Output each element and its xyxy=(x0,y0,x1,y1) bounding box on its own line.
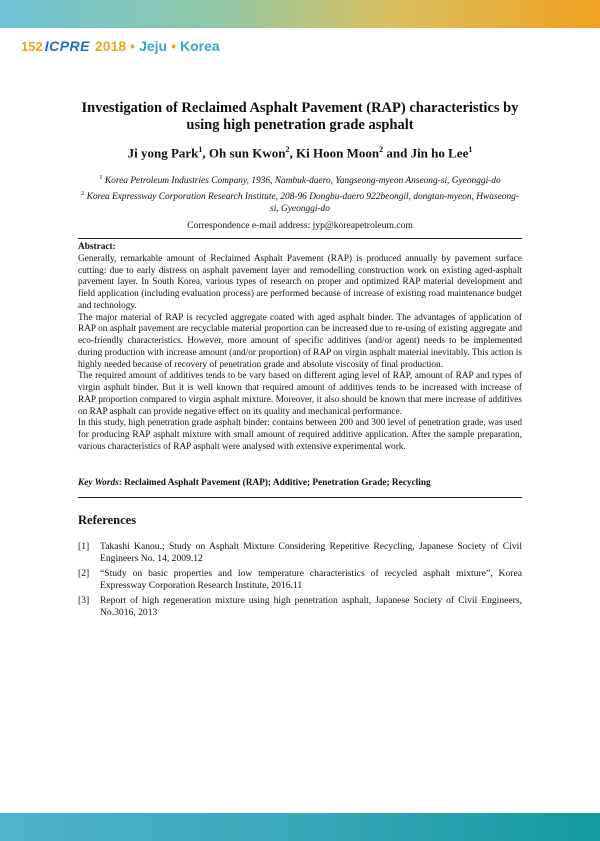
author-affiliation-mark: 2 xyxy=(379,145,384,154)
separator-dot: • xyxy=(171,38,176,54)
reference-text: Takashi Kanou.; Study on Asphalt Mixture Considering Repetitive Recycling, Japanese Society of Civil Engineers No. 14, 2009.12 xyxy=(100,541,522,564)
author-name: Oh sun Kwon xyxy=(208,145,286,161)
reference-number: [2] xyxy=(78,568,90,579)
references-heading: References xyxy=(78,513,137,527)
conference-country: Korea xyxy=(179,38,220,54)
author-name: Ki Hoon Moon xyxy=(296,145,380,161)
reference-text: Report of high regeneration mixture using high penetration asphalt, Japanese Society of Civil Engineers, No.3016, 2013 xyxy=(100,595,522,618)
abstract-paragraph: The required amount of additives tends to be vary based on different aging level of RAP, amount of RAP and types of virgin asphalt binder. But it is well known that required amount of additives tends to be increased with increase of RAP proportion compared to virgin asphalt mixture. Moreover, it also should be known that mere increase of additives on RAP asphalt can provide negative effect on its quality and mechanical performance. xyxy=(78,371,522,417)
affiliation-mark: 2 xyxy=(80,189,85,197)
reference-item xyxy=(78,568,522,592)
separator-dot: • xyxy=(130,38,136,54)
abstract-paragraph: Generally, remarkable amount of Reclaimed Asphalt Pavement (RAP) is produced annually by pavement surface cutting: due to early distress on asphalt pavement layer and remodelling construction work on existing aged-asphalt pavement layer. In South Korea, various types of research on proper and optimized RAP material development and field application (including evaluation process) are performed because of increase of existing road maintenance budget and technology. xyxy=(78,253,522,311)
affiliations xyxy=(78,172,522,216)
correspondence-email: Correspondence e-mail address: jyp@koreapetroleum.com xyxy=(187,220,413,231)
keywords-text: : Reclaimed Asphalt Pavement (RAP); Additive; Penetration Grade; Recycling xyxy=(118,478,431,488)
reference-number: [3] xyxy=(78,595,90,606)
affiliation xyxy=(78,188,522,216)
logo-name: ICPRE xyxy=(44,38,90,54)
reference-number: [1] xyxy=(78,541,90,552)
author-separator: , xyxy=(202,145,209,161)
reference-list xyxy=(78,541,522,622)
abstract-paragraph: In this study, high penetration grade asphalt binder: contains between 200 and 300 level of penetration grade, was used for producing RAP asphalt mixture with small amount of required additive application. After the sample preparation, various characteristics of RAP asphalt were analysed with extensive experimental work. xyxy=(78,418,522,452)
author-affiliation-mark: 2 xyxy=(285,145,290,154)
author-affiliation-mark: 1 xyxy=(198,145,203,154)
logo-number: 152 xyxy=(21,38,43,54)
reference-item xyxy=(78,595,522,619)
affiliation-text: Korea Expressway Corporation Research Institute, 208-96 Dongbu-daero 922beongil, dongtan-myeon, Hwaseong-si, Gyeonggi-do xyxy=(86,191,519,215)
conference-year: 2018 xyxy=(95,38,127,54)
abstract-heading: Abstract: xyxy=(78,242,116,252)
header-gradient-bar xyxy=(0,0,600,28)
affiliation-mark: 1 xyxy=(99,174,103,181)
affiliation-text: Korea Petroleum Industries Company, 1936, Nambuk-daero, Yangseong-myeon Anseong-si, Gyeonggi-do xyxy=(104,176,501,187)
abstract-paragraph: The major material of RAP is recycled aggregate coated with aged asphalt binder. The advantages of application of RAP on asphalt pavement are recyclable material proportion can be increased due to re-using of existing aggregate and eco-friendly characteristics. However, more amount of specific additives (and/or agent) needs to be implemented during production with increase amount (and/or proportion) of RAP on virgin asphalt material inevitably. This action is highly needed because of recovery of penetration grade and absolute viscosity of final production. xyxy=(78,312,522,370)
keywords-label: Key Words xyxy=(78,478,119,488)
divider xyxy=(78,238,522,239)
author-list xyxy=(78,145,522,161)
paper-title xyxy=(78,100,522,134)
author-name: Ji yong Park xyxy=(127,145,199,161)
author-affiliation-mark: 1 xyxy=(468,145,473,154)
footer-gradient-bar xyxy=(0,813,600,841)
author-name: Jin ho Lee xyxy=(410,145,469,161)
reference-text: “Study on basic properties and low temperature characteristics of recycled asphalt mixture”, Korea Expressway Corporation Research Institute, 2016.11 xyxy=(100,568,522,591)
affiliation xyxy=(78,172,522,188)
abstract xyxy=(78,242,522,454)
author-separator: , xyxy=(289,145,297,161)
conference-city: Jeju xyxy=(139,38,168,54)
conference-logo xyxy=(21,36,220,56)
title-line: using high penetration grade asphalt xyxy=(186,117,414,133)
divider xyxy=(78,497,522,498)
reference-item xyxy=(78,541,522,565)
author-conjunction: and xyxy=(383,145,411,161)
keywords xyxy=(78,478,522,488)
title-line: Investigation of Reclaimed Asphalt Pavement (RAP) characteristics by xyxy=(81,100,519,116)
